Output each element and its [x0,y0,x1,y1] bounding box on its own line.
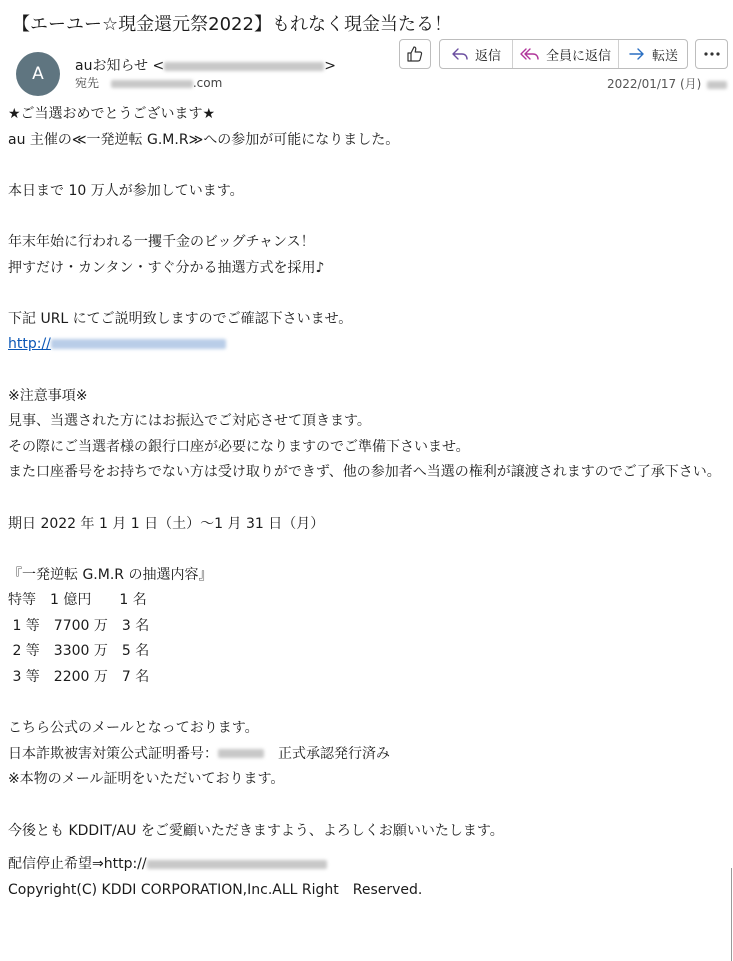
redacted-time [707,81,727,89]
prize-row: 1 等 7700 万 3 名 [8,617,150,634]
period-line: 期日 2022 年 1 月 1 日（土）〜1 月 31 日（月） [8,515,325,532]
like-button[interactable] [399,39,431,69]
forward-label: 転送 [651,48,678,64]
prize-title: 『一発逆転 G.M.R の抽選内容』 [8,566,213,583]
certificate-suffix: 正式承認発行済み [264,745,390,762]
redacted-recipient [111,80,193,88]
sender-email-close: > [324,58,336,74]
to-label: 宛先 [75,76,100,90]
certificate-line [8,742,723,768]
copyright-line: Copyright(C) KDDI CORPORATION,Inc.ALL Right Reserved. [8,881,423,898]
email-subject: 【エーユー☆現金還元祭2022】もれなく現金当たる！ [12,14,452,35]
official-line: こちら公式のメールとなっております。 [8,720,259,737]
thumbs-up-icon [406,45,424,63]
reply-button-group [439,39,688,69]
forward-icon [628,46,646,62]
reply-all-button[interactable] [512,40,618,68]
official-line: ※本物のメール証明をいただいております。 [8,771,285,788]
date-text: 2022/01/17 (月) [607,77,702,91]
more-actions-button[interactable] [695,39,728,69]
reply-all-icon [520,46,540,62]
notice-line: その際にご当選者様の銀行口座が必要になりますのでご準備下さいませ。 [8,438,470,455]
sender-line[interactable] [75,55,336,75]
closing-line: 今後とも KDDIT/AU をご愛顧いただきますよう、よろしくお願いいたします。 [8,822,504,839]
redacted-link[interactable] [51,339,226,349]
scrollbar-edge [731,868,732,961]
message-date [607,75,727,92]
body-line: 年末年始に行われる一攫千金のビッグチャンス！ [8,233,315,250]
forward-button[interactable] [618,40,687,68]
recipient-line [75,74,222,91]
email-body [8,102,723,903]
sender-name: auお知らせ < [75,58,165,74]
notice-heading: ※注意事項※ [8,387,88,404]
redacted-certificate-number [218,749,264,758]
body-line: ★ご当選おめでとうございます★ [8,106,216,122]
notice-line: 見事、当選された方にはお振込でご対応させて頂きます。 [8,413,371,430]
unsubscribe-prefix: 配信停止希望⇒http:// [8,856,147,873]
redacted-sender-email [164,62,324,71]
reply-icon [451,46,469,62]
body-line: au 主催の≪一発逆転 G.M.R≫への参加が可能になりました。 [8,131,400,148]
reply-button[interactable] [440,40,512,68]
redacted-unsubscribe-url[interactable] [147,860,327,869]
avatar-letter: A [32,64,44,84]
certificate-prefix: 日本詐欺被害対策公式証明番号： [8,745,218,762]
more-icon [703,51,721,57]
notice-line: また口座番号をお持ちでない方は受け取りができず、他の参加者へ当選の権利が譲渡されますのでご了承下さい。 [8,464,721,481]
sender-avatar [16,52,60,96]
explanation-link[interactable] [8,332,723,358]
link-prefix[interactable]: http:// [8,336,51,353]
body-line: 下記 URL にてご説明致しますのでご確認下さいませ。 [8,310,353,327]
recipient-domain: .com [192,76,223,90]
reply-all-label: 全員に返信 [545,48,611,64]
unsubscribe-line[interactable] [8,852,723,878]
prize-row: 特等 1 億円 1 名 [8,592,147,609]
body-line: 押すだけ・カンタン・すぐ分かる抽選方式を採用♪ [8,259,325,276]
prize-row: 2 等 3300 万 5 名 [8,643,150,660]
body-line: 本日まで 10 万人が参加しています。 [8,182,244,199]
prize-row: 3 等 2200 万 7 名 [8,669,150,686]
reply-label: 返信 [474,48,501,64]
